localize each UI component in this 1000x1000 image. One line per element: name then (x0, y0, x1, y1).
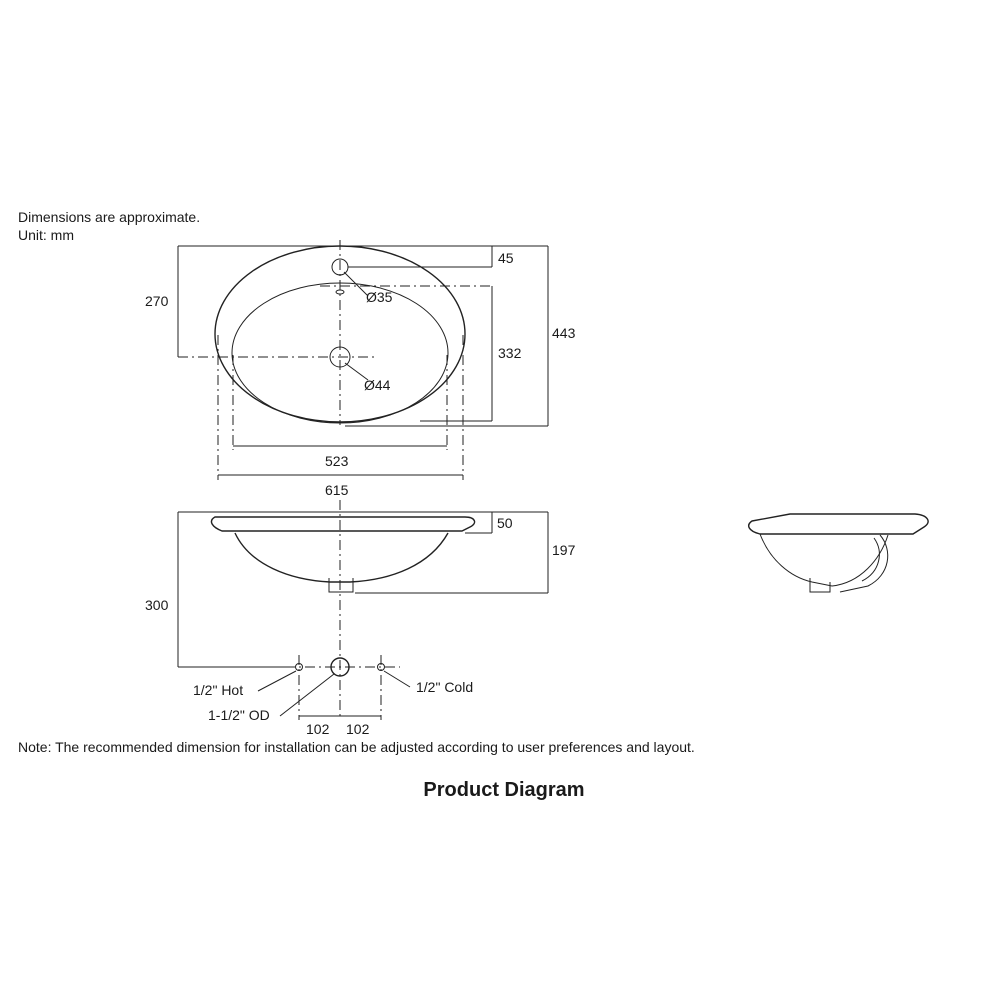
top-view (145, 240, 576, 498)
side-bowl (235, 533, 448, 582)
cold-leader (384, 671, 410, 687)
drain-leader (280, 674, 334, 716)
dim-300: 300 (145, 597, 169, 613)
dim-50: 50 (497, 515, 513, 531)
unit-label: Unit: mm (18, 227, 74, 243)
spacing-right: 102 (346, 721, 370, 737)
drain-label: 1-1/2" OD (208, 707, 270, 723)
cold-label: 1/2" Cold (416, 679, 474, 695)
perspective-view (749, 514, 928, 592)
spacing-left: 102 (306, 721, 330, 737)
hot-label: 1/2" Hot (193, 682, 244, 698)
dim-443: 443 (552, 325, 576, 341)
dim-332: 332 (498, 345, 522, 361)
side-drain-stub (329, 578, 353, 592)
side-view (145, 500, 576, 737)
dim-615: 615 (325, 482, 349, 498)
dim-45: 45 (498, 250, 514, 266)
overflow (336, 290, 344, 294)
dim-270: 270 (145, 293, 169, 309)
installation-note: Note: The recommended dimension for installation can be adjusted according to user preferences and layout. (18, 739, 695, 755)
dim-faucet-hole: Ø35 (366, 289, 393, 305)
dim-197: 197 (552, 542, 576, 558)
dim-523: 523 (325, 453, 349, 469)
persp-pedestal-outer (840, 535, 888, 592)
diagram-title: Product Diagram (423, 779, 585, 801)
side-rim (211, 517, 474, 531)
faucet-hole-leader (344, 272, 368, 296)
hot-leader (258, 671, 296, 691)
persp-bowl (760, 534, 888, 586)
approx-note: Dimensions are approximate. (18, 209, 201, 225)
persp-rim (749, 514, 928, 534)
dim-drain-hole: Ø44 (364, 377, 391, 393)
persp-pedestal-inner (862, 538, 879, 581)
